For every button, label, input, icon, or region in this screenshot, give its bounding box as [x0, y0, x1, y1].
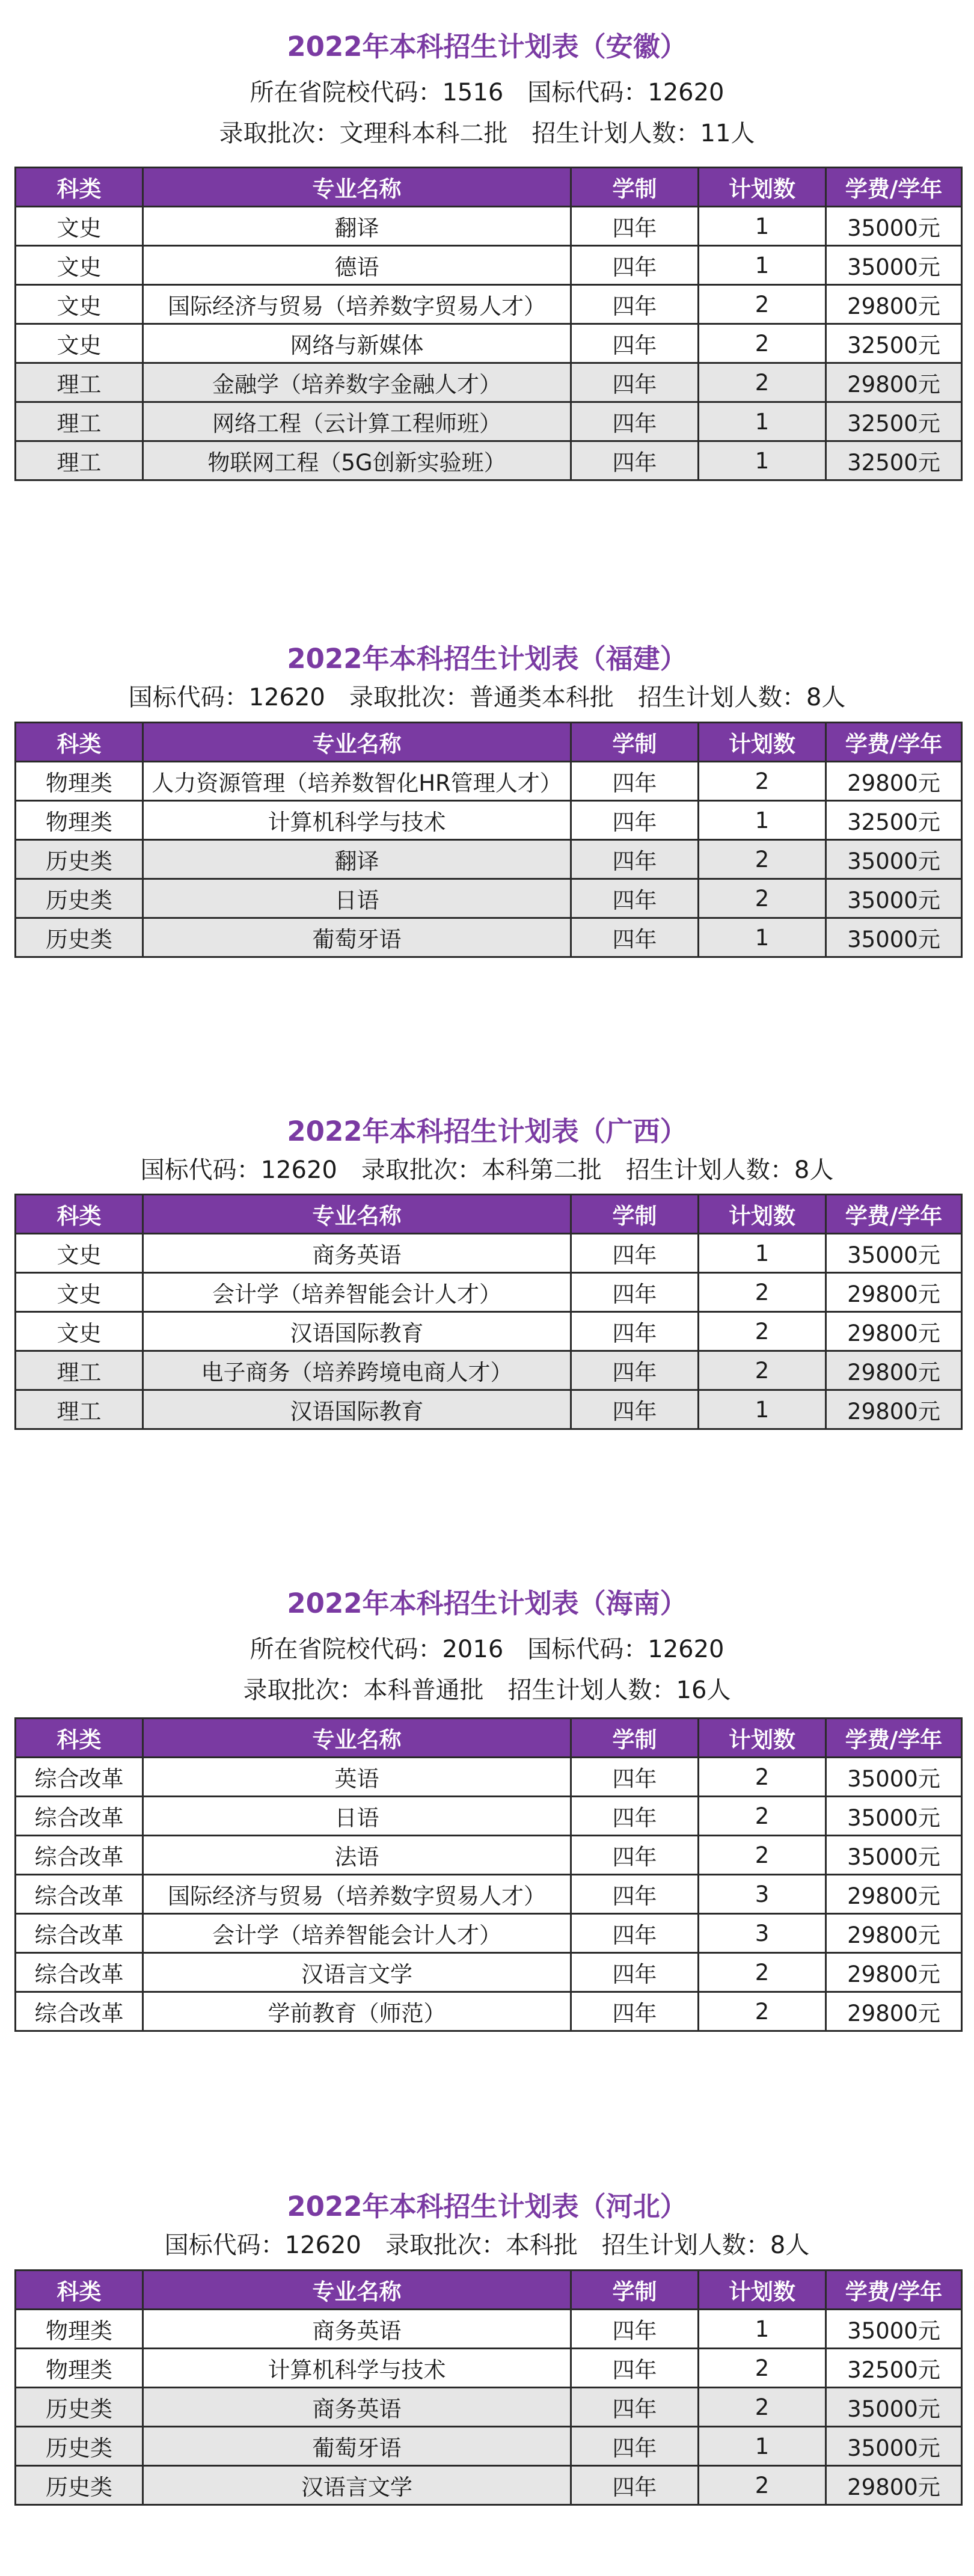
cell-tuition: 32500元 [826, 801, 962, 840]
cell-duration: 四年 [571, 1875, 699, 1914]
section-meta-line: 录取批次：本科普通批 招生计划人数：16人 [243, 1676, 731, 1704]
cell-tuition: 32500元 [826, 324, 962, 363]
cell-category: 综合改革 [16, 1758, 143, 1797]
cell-duration: 四年 [571, 1953, 699, 1992]
cell-quota: 2 [699, 1351, 826, 1390]
table-row [16, 801, 962, 840]
cell-major: 会计学（培养智能会计人才） [143, 1914, 571, 1953]
table-row [16, 1953, 962, 1992]
section-meta-line: 国标代码：12620 录取批次：普通类本科批 招生计划人数：8人 [128, 684, 846, 711]
cell-major: 德语 [143, 246, 571, 285]
section-title: 2022年本科招生计划表（广西） [287, 1115, 687, 1147]
section-meta-line: 所在省院校代码：2016 国标代码：12620 [250, 1636, 724, 1663]
cell-category: 综合改革 [16, 1953, 143, 1992]
cell-quota: 1 [699, 1390, 826, 1429]
cell-category: 文史 [16, 1234, 143, 1273]
cell-duration: 四年 [571, 1351, 699, 1390]
cell-quota: 2 [699, 879, 826, 918]
cell-tuition: 29800元 [826, 1351, 962, 1390]
cell-quota: 2 [699, 2349, 826, 2388]
table-row [16, 2466, 962, 2505]
cell-major: 商务英语 [143, 2388, 571, 2427]
cell-category: 物理类 [16, 2349, 143, 2388]
cell-duration: 四年 [571, 2388, 699, 2427]
column-header-quota: 计划数 [699, 1719, 826, 1758]
table-row [16, 2427, 962, 2466]
cell-major: 葡萄牙语 [143, 2427, 571, 2466]
column-header-duration: 学制 [571, 168, 699, 207]
cell-category: 物理类 [16, 2310, 143, 2349]
table-row [16, 1875, 962, 1914]
table-row [16, 1234, 962, 1273]
cell-tuition: 35000元 [826, 1234, 962, 1273]
cell-quota: 1 [699, 918, 826, 957]
cell-major: 商务英语 [143, 2310, 571, 2349]
cell-quota: 2 [699, 762, 826, 801]
cell-quota: 2 [699, 2466, 826, 2505]
cell-quota: 2 [699, 285, 826, 324]
plan-table-guangxi [14, 1194, 963, 1430]
cell-major: 网络与新媒体 [143, 324, 571, 363]
cell-tuition: 29800元 [826, 1992, 962, 2031]
section-title: 2022年本科招生计划表（河北） [287, 2191, 687, 2222]
cell-quota: 2 [699, 1758, 826, 1797]
cell-quota: 1 [699, 402, 826, 441]
table-row [16, 2310, 962, 2349]
table-row [16, 1758, 962, 1797]
cell-category: 文史 [16, 324, 143, 363]
cell-quota: 2 [699, 1953, 826, 1992]
cell-quota: 1 [699, 801, 826, 840]
cell-duration: 四年 [571, 363, 699, 402]
table-row [16, 879, 962, 918]
cell-duration: 四年 [571, 207, 699, 246]
cell-major: 日语 [143, 879, 571, 918]
table-row [16, 207, 962, 246]
cell-major: 法语 [143, 1836, 571, 1875]
table-header-row [16, 168, 962, 207]
cell-major: 计算机科学与技术 [143, 801, 571, 840]
cell-major: 葡萄牙语 [143, 918, 571, 957]
cell-quota: 2 [699, 1992, 826, 2031]
section-title: 2022年本科招生计划表（福建） [287, 643, 687, 675]
column-header-tuition: 学费/学年 [826, 723, 962, 762]
cell-tuition: 35000元 [826, 1836, 962, 1875]
cell-major: 计算机科学与技术 [143, 2349, 571, 2388]
cell-major: 国际经济与贸易（培养数字贸易人才） [143, 1875, 571, 1914]
table-header-row [16, 723, 962, 762]
cell-tuition: 29800元 [826, 1914, 962, 1953]
table-row [16, 285, 962, 324]
cell-quota: 1 [699, 2310, 826, 2349]
cell-category: 综合改革 [16, 1914, 143, 1953]
table-row [16, 246, 962, 285]
table-header-row [16, 2271, 962, 2310]
column-header-major: 专业名称 [143, 723, 571, 762]
section-hainan [0, 1586, 974, 1711]
cell-quota: 1 [699, 207, 826, 246]
table-row [16, 2388, 962, 2427]
cell-category: 理工 [16, 1390, 143, 1429]
cell-tuition: 35000元 [826, 1797, 962, 1836]
table-row [16, 1273, 962, 1312]
cell-quota: 2 [699, 2388, 826, 2427]
plan-table-anhui [14, 167, 963, 481]
table-row [16, 402, 962, 441]
section-guangxi [0, 1114, 974, 1191]
cell-category: 文史 [16, 1273, 143, 1312]
cell-duration: 四年 [571, 1312, 699, 1351]
cell-tuition: 35000元 [826, 2427, 962, 2466]
cell-duration: 四年 [571, 840, 699, 879]
cell-tuition: 35000元 [826, 2310, 962, 2349]
table-row [16, 1914, 962, 1953]
cell-duration: 四年 [571, 402, 699, 441]
section-meta-line: 录取批次：文理科本科二批 招生计划人数：11人 [219, 120, 755, 147]
table-row [16, 441, 962, 480]
table-header-row [16, 1719, 962, 1758]
cell-duration: 四年 [571, 1992, 699, 2031]
cell-duration: 四年 [571, 2466, 699, 2505]
table-row [16, 918, 962, 957]
column-header-tuition: 学费/学年 [826, 168, 962, 207]
cell-duration: 四年 [571, 441, 699, 480]
cell-category: 文史 [16, 1312, 143, 1351]
cell-quota: 2 [699, 840, 826, 879]
table-row [16, 840, 962, 879]
section-meta-line: 所在省院校代码：1516 国标代码：12620 [250, 79, 724, 106]
cell-duration: 四年 [571, 1797, 699, 1836]
cell-tuition: 29800元 [826, 762, 962, 801]
table-header-row [16, 1195, 962, 1234]
cell-category: 文史 [16, 246, 143, 285]
column-header-duration: 学制 [571, 723, 699, 762]
cell-category: 物理类 [16, 762, 143, 801]
cell-category: 理工 [16, 363, 143, 402]
cell-duration: 四年 [571, 1390, 699, 1429]
cell-quota: 2 [699, 1797, 826, 1836]
cell-category: 综合改革 [16, 1797, 143, 1836]
column-header-quota: 计划数 [699, 1195, 826, 1234]
cell-tuition: 32500元 [826, 441, 962, 480]
cell-quota: 2 [699, 363, 826, 402]
cell-tuition: 29800元 [826, 363, 962, 402]
section-fujian [0, 641, 974, 718]
cell-duration: 四年 [571, 801, 699, 840]
cell-duration: 四年 [571, 2427, 699, 2466]
cell-category: 综合改革 [16, 1992, 143, 2031]
cell-tuition: 29800元 [826, 1953, 962, 1992]
cell-major: 翻译 [143, 840, 571, 879]
cell-major: 汉语言文学 [143, 2466, 571, 2505]
cell-category: 综合改革 [16, 1836, 143, 1875]
cell-duration: 四年 [571, 2310, 699, 2349]
cell-quota: 1 [699, 441, 826, 480]
column-header-major: 专业名称 [143, 1719, 571, 1758]
cell-major: 物联网工程（5G创新实验班） [143, 441, 571, 480]
table-row [16, 1992, 962, 2031]
cell-category: 文史 [16, 285, 143, 324]
cell-tuition: 35000元 [826, 1758, 962, 1797]
cell-quota: 2 [699, 324, 826, 363]
cell-quota: 3 [699, 1875, 826, 1914]
cell-tuition: 29800元 [826, 1875, 962, 1914]
column-header-duration: 学制 [571, 2271, 699, 2310]
column-header-category: 科类 [16, 1195, 143, 1234]
cell-duration: 四年 [571, 1836, 699, 1875]
cell-tuition: 29800元 [826, 285, 962, 324]
cell-major: 学前教育（师范） [143, 1992, 571, 2031]
table-row [16, 363, 962, 402]
cell-tuition: 35000元 [826, 2388, 962, 2427]
table-row [16, 1836, 962, 1875]
section-title: 2022年本科招生计划表（安徽） [287, 31, 687, 63]
column-header-quota: 计划数 [699, 168, 826, 207]
cell-quota: 2 [699, 1273, 826, 1312]
cell-tuition: 29800元 [826, 2466, 962, 2505]
cell-major: 汉语言文学 [143, 1953, 571, 1992]
cell-category: 历史类 [16, 879, 143, 918]
cell-major: 网络工程（云计算工程师班） [143, 402, 571, 441]
cell-tuition: 32500元 [826, 402, 962, 441]
cell-duration: 四年 [571, 2349, 699, 2388]
column-header-category: 科类 [16, 1719, 143, 1758]
cell-major: 商务英语 [143, 1234, 571, 1273]
cell-quota: 1 [699, 2427, 826, 2466]
column-header-quota: 计划数 [699, 2271, 826, 2310]
table-row [16, 762, 962, 801]
cell-category: 综合改革 [16, 1875, 143, 1914]
column-header-quota: 计划数 [699, 723, 826, 762]
column-header-duration: 学制 [571, 1719, 699, 1758]
cell-duration: 四年 [571, 246, 699, 285]
plan-table-hainan [14, 1717, 963, 2032]
column-header-category: 科类 [16, 168, 143, 207]
cell-duration: 四年 [571, 879, 699, 918]
cell-tuition: 35000元 [826, 918, 962, 957]
cell-tuition: 35000元 [826, 246, 962, 285]
cell-duration: 四年 [571, 324, 699, 363]
cell-category: 历史类 [16, 918, 143, 957]
section-hebei [0, 2189, 974, 2266]
cell-category: 历史类 [16, 2466, 143, 2505]
cell-major: 会计学（培养智能会计人才） [143, 1273, 571, 1312]
column-header-category: 科类 [16, 2271, 143, 2310]
section-title: 2022年本科招生计划表（海南） [287, 1587, 687, 1619]
column-header-major: 专业名称 [143, 1195, 571, 1234]
table-row [16, 324, 962, 363]
table-row [16, 1390, 962, 1429]
cell-tuition: 29800元 [826, 1390, 962, 1429]
section-meta-line: 国标代码：12620 录取批次：本科第二批 招生计划人数：8人 [140, 1156, 834, 1184]
column-header-tuition: 学费/学年 [826, 1195, 962, 1234]
section-anhui [0, 29, 974, 154]
cell-major: 英语 [143, 1758, 571, 1797]
cell-tuition: 32500元 [826, 2349, 962, 2388]
cell-duration: 四年 [571, 1234, 699, 1273]
column-header-category: 科类 [16, 723, 143, 762]
cell-category: 历史类 [16, 2388, 143, 2427]
cell-tuition: 29800元 [826, 1312, 962, 1351]
cell-major: 金融学（培养数字金融人才） [143, 363, 571, 402]
cell-category: 物理类 [16, 801, 143, 840]
cell-category: 理工 [16, 402, 143, 441]
cell-tuition: 35000元 [826, 879, 962, 918]
plan-table-hebei [14, 2269, 963, 2506]
cell-major: 电子商务（培养跨境电商人才） [143, 1351, 571, 1390]
cell-quota: 3 [699, 1914, 826, 1953]
column-header-tuition: 学费/学年 [826, 1719, 962, 1758]
cell-major: 国际经济与贸易（培养数字贸易人才） [143, 285, 571, 324]
section-meta-line: 国标代码：12620 录取批次：本科批 招生计划人数：8人 [164, 2231, 810, 2259]
cell-major: 汉语国际教育 [143, 1390, 571, 1429]
plan-table-fujian [14, 722, 963, 958]
cell-quota: 2 [699, 1312, 826, 1351]
cell-tuition: 35000元 [826, 207, 962, 246]
table-row [16, 1351, 962, 1390]
cell-major: 日语 [143, 1797, 571, 1836]
cell-duration: 四年 [571, 762, 699, 801]
cell-quota: 1 [699, 1234, 826, 1273]
cell-duration: 四年 [571, 285, 699, 324]
column-header-major: 专业名称 [143, 2271, 571, 2310]
cell-major: 汉语国际教育 [143, 1312, 571, 1351]
cell-tuition: 29800元 [826, 1273, 962, 1312]
table-row [16, 1312, 962, 1351]
cell-duration: 四年 [571, 1914, 699, 1953]
cell-quota: 2 [699, 1836, 826, 1875]
cell-category: 历史类 [16, 2427, 143, 2466]
cell-category: 理工 [16, 441, 143, 480]
cell-duration: 四年 [571, 1273, 699, 1312]
cell-duration: 四年 [571, 1758, 699, 1797]
column-header-major: 专业名称 [143, 168, 571, 207]
cell-category: 理工 [16, 1351, 143, 1390]
cell-quota: 1 [699, 246, 826, 285]
column-header-tuition: 学费/学年 [826, 2271, 962, 2310]
cell-major: 人力资源管理（培养数智化HR管理人才） [143, 762, 571, 801]
column-header-duration: 学制 [571, 1195, 699, 1234]
cell-major: 翻译 [143, 207, 571, 246]
cell-duration: 四年 [571, 918, 699, 957]
cell-category: 历史类 [16, 840, 143, 879]
cell-tuition: 35000元 [826, 840, 962, 879]
cell-category: 文史 [16, 207, 143, 246]
table-row [16, 2349, 962, 2388]
table-row [16, 1797, 962, 1836]
